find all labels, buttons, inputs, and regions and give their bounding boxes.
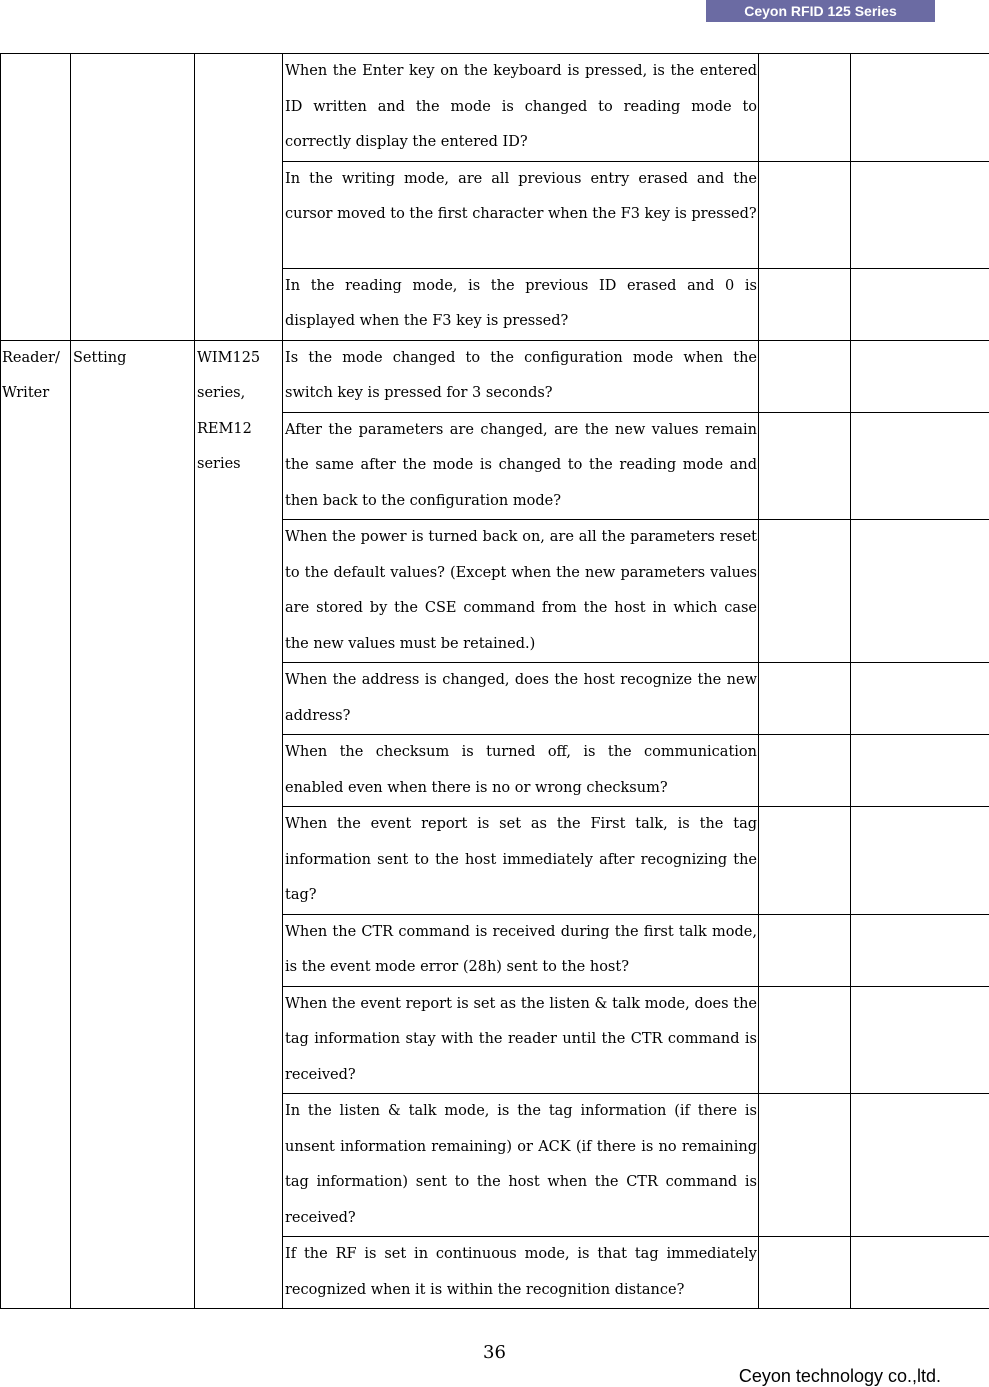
remark-cell [851, 914, 989, 986]
result-cell [759, 914, 851, 986]
remark-cell [851, 520, 989, 663]
result-cell [759, 268, 851, 340]
check-question: When the CTR command is received during the first talk mode, is the event mode error (28h) sent to the host? [283, 914, 759, 986]
result-cell [759, 340, 851, 412]
check-question: When the address is changed, does the host recognize the new address? [283, 663, 759, 735]
empty-model-cell [195, 54, 283, 341]
check-question: When the power is turned back on, are all the parameters reset to the default values? (Except when the new parameters values are stored by the CSE command from the host in which case the new values must be retained.) [283, 520, 759, 663]
check-question: When the event report is set as the First talk, is the tag information sent to the host immediately after recognizing the tag? [283, 807, 759, 915]
page-number: 36 [483, 1342, 506, 1363]
check-question: If the RF is set in continuous mode, is that tag immediately recognized when it is within the recognition distance? [283, 1237, 759, 1309]
remark-cell [851, 663, 989, 735]
model-cell: WIM125 series, REM12 series [195, 340, 283, 1309]
empty-category-cell [1, 54, 71, 341]
result-cell [759, 735, 851, 807]
result-cell [759, 412, 851, 520]
check-question: Is the mode changed to the configuration mode when the switch key is pressed for 3 seconds? [283, 340, 759, 412]
footer-company-name: Ceyon technology co.,ltd. [738, 1366, 941, 1386]
table-row [1, 340, 989, 412]
remark-cell [851, 1237, 989, 1309]
category-cell: Reader/ Writer [1, 340, 71, 1309]
check-question: In the listen & talk mode, is the tag information (if there is unsent information remaining) or ACK (if there is no remaining tag information) sent to the host when the CTR command is received? [283, 1094, 759, 1237]
remark-cell [851, 1094, 989, 1237]
empty-item-cell [71, 54, 195, 341]
check-question: When the Enter key on the keyboard is pressed, is the entered ID written and the mode is changed to reading mode to correctly display the entered ID? [283, 54, 759, 162]
result-cell [759, 663, 851, 735]
result-cell [759, 1094, 851, 1237]
remark-cell [851, 340, 989, 412]
header-series-badge: Ceyon RFID 125 Series [706, 0, 935, 22]
checklist-table [0, 53, 989, 1309]
check-question: When the event report is set as the listen & talk mode, does the tag information stay with the reader until the CTR command is received? [283, 986, 759, 1094]
check-question: After the parameters are changed, are the new values remain the same after the mode is changed to the reading mode and then back to the configuration mode? [283, 412, 759, 520]
check-question: When the checksum is turned off, is the communication enabled even when there is no or wrong checksum? [283, 735, 759, 807]
result-cell [759, 54, 851, 162]
result-cell [759, 986, 851, 1094]
check-question: In the writing mode, are all previous entry erased and the cursor moved to the first character when the F3 key is pressed? [283, 161, 759, 268]
item-cell: Setting [71, 340, 195, 1309]
result-cell [759, 1237, 851, 1309]
remark-cell [851, 807, 989, 915]
remark-cell [851, 412, 989, 520]
remark-cell [851, 268, 989, 340]
check-question: In the reading mode, is the previous ID erased and 0 is displayed when the F3 key is pressed? [283, 268, 759, 340]
remark-cell [851, 161, 989, 268]
result-cell [759, 807, 851, 915]
remark-cell [851, 986, 989, 1094]
remark-cell [851, 735, 989, 807]
result-cell [759, 520, 851, 663]
table-row [1, 54, 989, 162]
remark-cell [851, 54, 989, 162]
result-cell [759, 161, 851, 268]
